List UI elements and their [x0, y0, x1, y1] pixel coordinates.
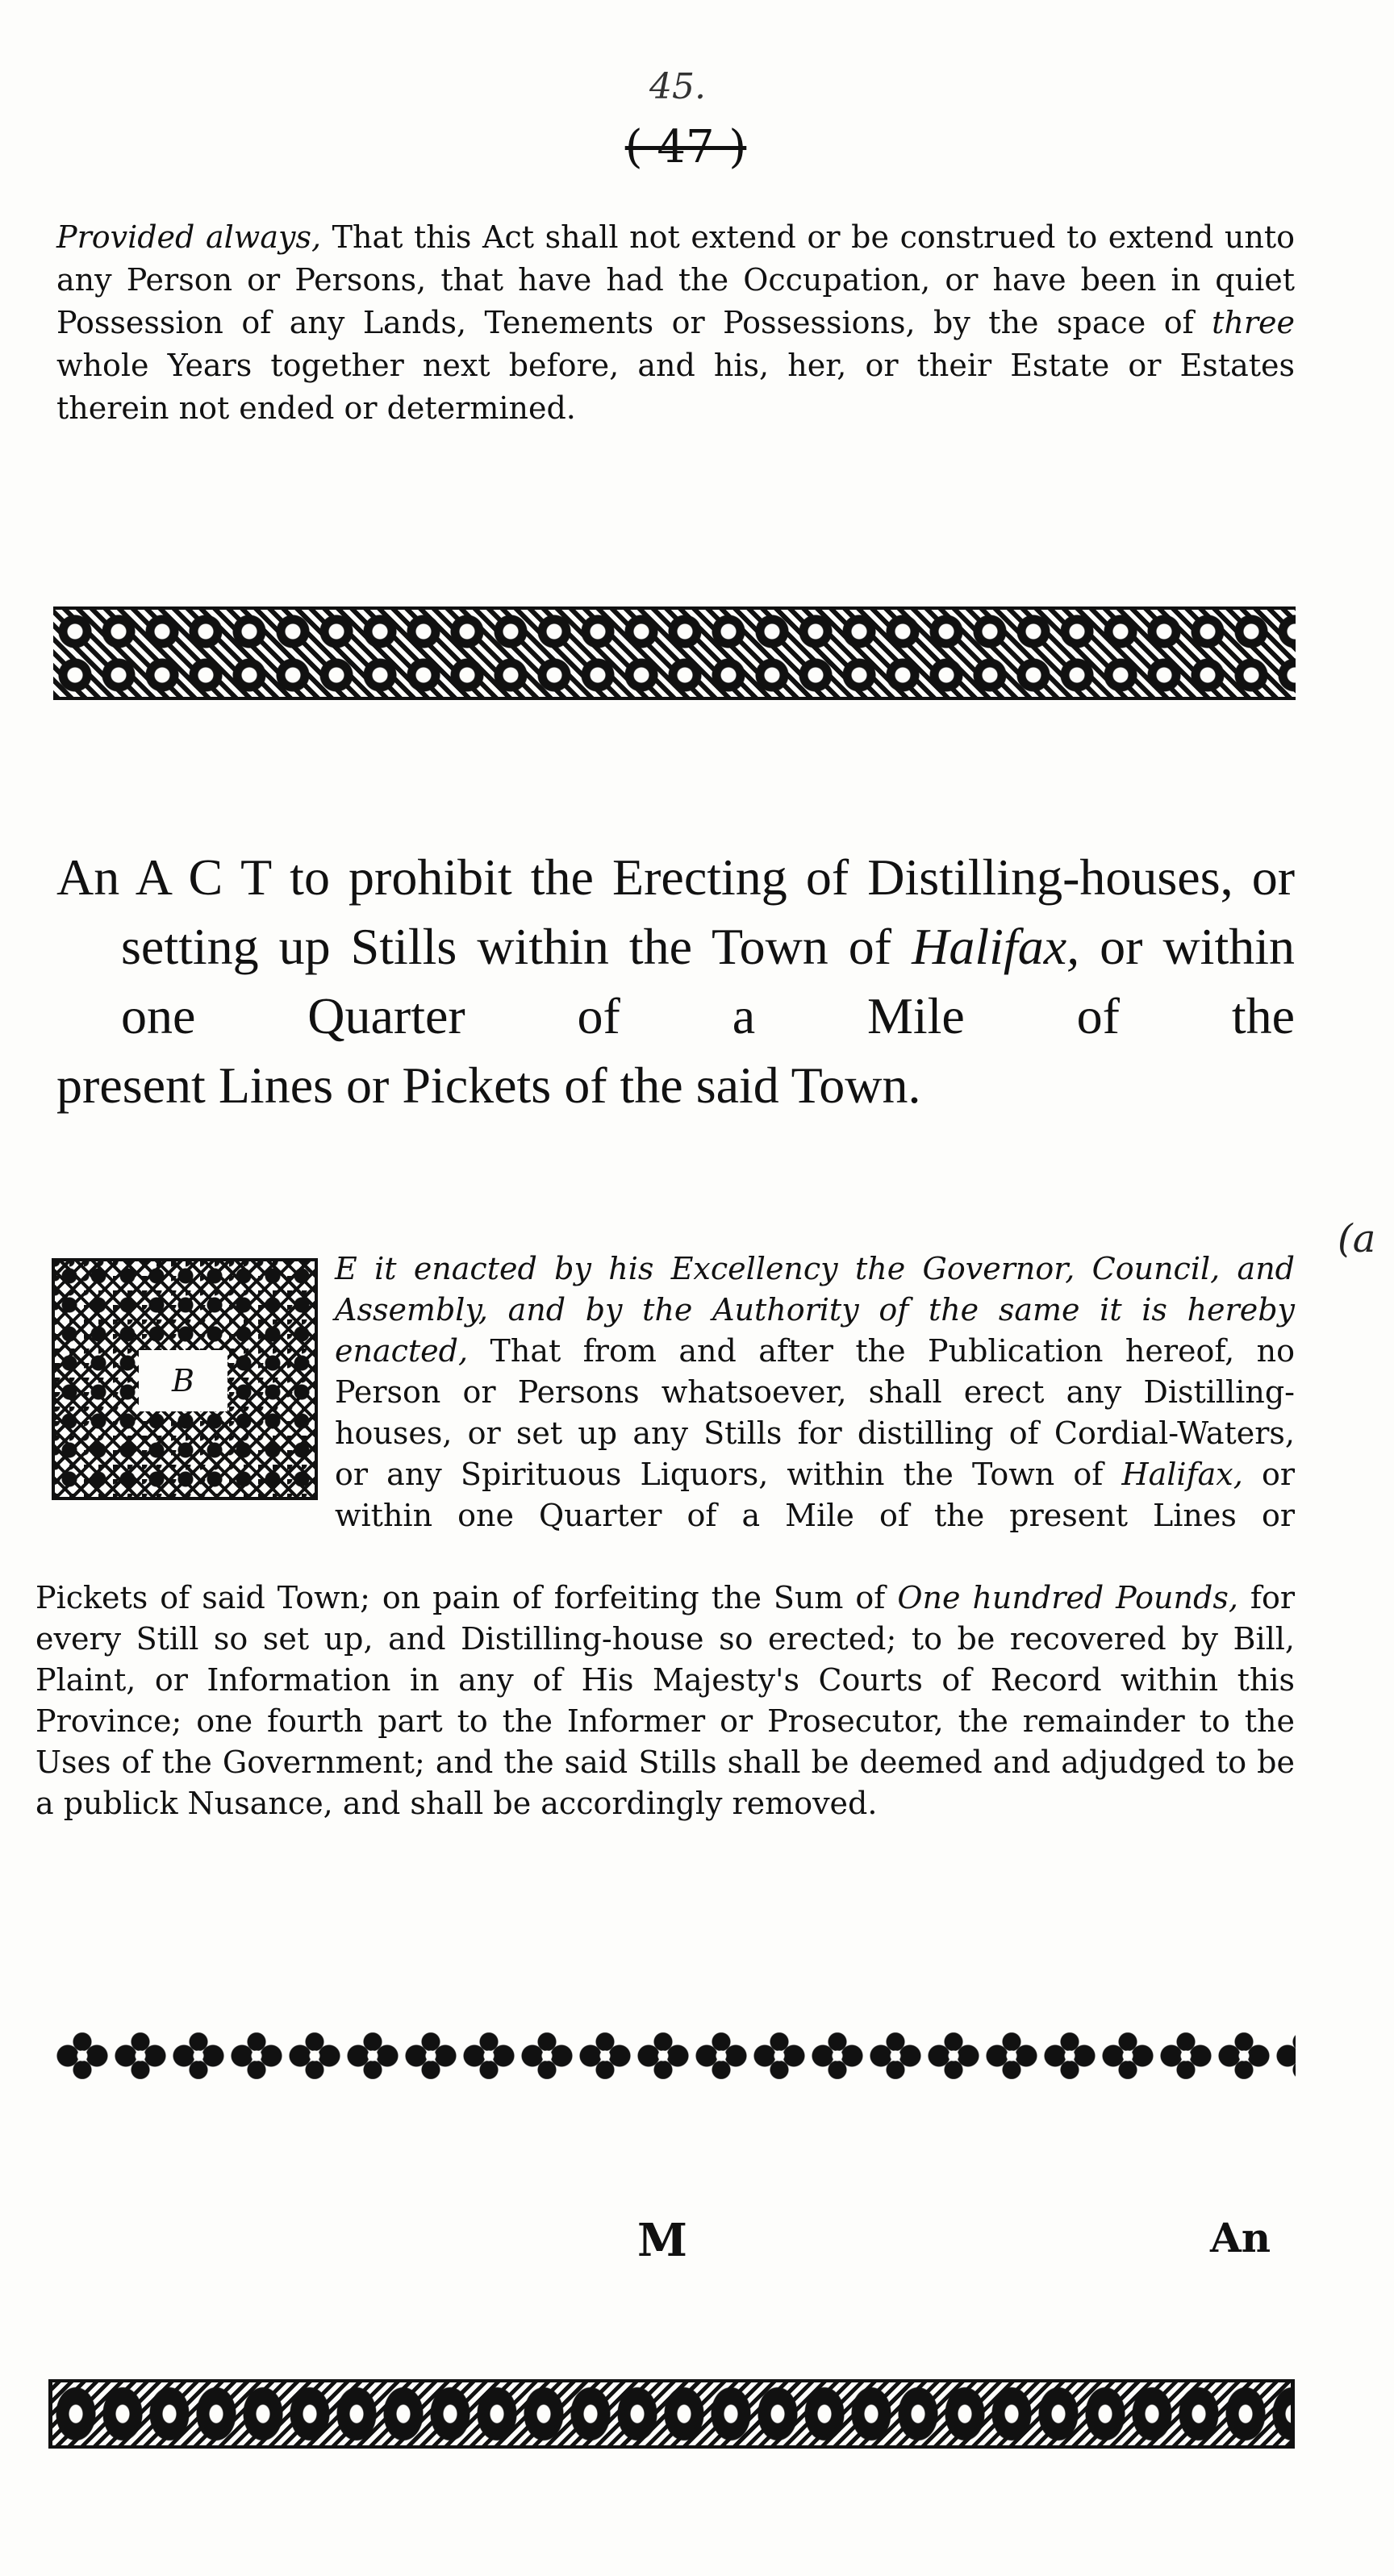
signature-mark: M: [637, 2214, 687, 2267]
catchword: An: [1210, 2214, 1271, 2261]
handwritten-page-number: 45.: [649, 66, 706, 107]
margin-annotation: (a: [1338, 1216, 1376, 1261]
act-title-part-c: present Lines or Pickets of the said Town.: [56, 1057, 921, 1114]
enactment-body: [35, 1578, 1295, 1824]
enactment-line-6-place: Halifax,: [1121, 1457, 1243, 1492]
enactment-line-4: Person or Persons whatsoever, shall erect any Distilling-: [335, 1374, 1295, 1410]
enactment-opening: [335, 1248, 1295, 1536]
enactment-line-2: Assembly, and by the Authority of the same it is hereby: [335, 1292, 1295, 1328]
initial-letter: B: [139, 1350, 227, 1411]
proviso-lead: Provided always,: [56, 219, 322, 255]
proviso-text-b: whole Years together next before, and his, her, or their Estate or Estates therein not ended or determined.: [56, 348, 1295, 426]
act-title-part-a: An A C T to prohibit the Erecting of Distilling-houses, or setting up Stills within the Town of: [56, 848, 1295, 975]
enactment-line-1: E it enacted by his Excellency the Governor, Council, and: [335, 1251, 1295, 1286]
enactment-line-6: [335, 1454, 1295, 1495]
enactment-line-5: houses, or set up any Stills for distilling of Cordial-Waters,: [335, 1415, 1295, 1451]
proviso-emphasis: three: [1212, 305, 1295, 340]
page-number-text: ( 47 ): [624, 121, 747, 173]
enactment-line-3-em: enacted,: [335, 1333, 469, 1369]
printed-page-number: [589, 121, 783, 173]
act-title-part-b: or within one Quarter of a Mile of the: [121, 918, 1296, 1044]
enactment-line-6-a: or any Spirituous Liquors, within the Town of: [335, 1457, 1122, 1492]
proviso-text-a: That this Act shall not extend or be construed to extend unto any Person or Persons, that have had the Occupation, or have been in quiet Possession of any Lands, Tenements or Possessions, by the space of: [56, 219, 1295, 340]
act-title-place: Halifax,: [912, 918, 1080, 975]
enactment-rest-a: Pickets of said Town; on pain of forfeiting the Sum of: [35, 1580, 898, 1615]
act-title: [56, 843, 1295, 1120]
enactment-line-3-text: That from and after the Publication hereof, no: [468, 1333, 1295, 1369]
enactment-sum: One hundred Pounds,: [897, 1580, 1238, 1615]
ornamental-band-middle: [53, 2032, 1296, 2079]
enactment-line-3: [335, 1331, 1295, 1372]
enactment-rest-b: for every Still so set up, and Distilling-house so erected; to be recovered by Bill, Plaint, or Information in any of His Majesty's Courts of Record within this Province; one fourth part to the Informer or Prosecutor, the remainder to the Uses of the Government; and the said Stills shall be deemed and adjudged to be a publick Nusance, and shall be accordingly removed.: [35, 1580, 1296, 1821]
enactment-line-7: within one Quarter of a Mile of the present Lines or: [335, 1498, 1295, 1533]
proviso-paragraph: [56, 216, 1295, 430]
ornamental-band-bottom: [48, 2379, 1295, 2449]
ornamental-band-top: [53, 606, 1296, 700]
decorative-initial: [52, 1258, 318, 1500]
enactment-line-6-b: or: [1242, 1457, 1295, 1492]
